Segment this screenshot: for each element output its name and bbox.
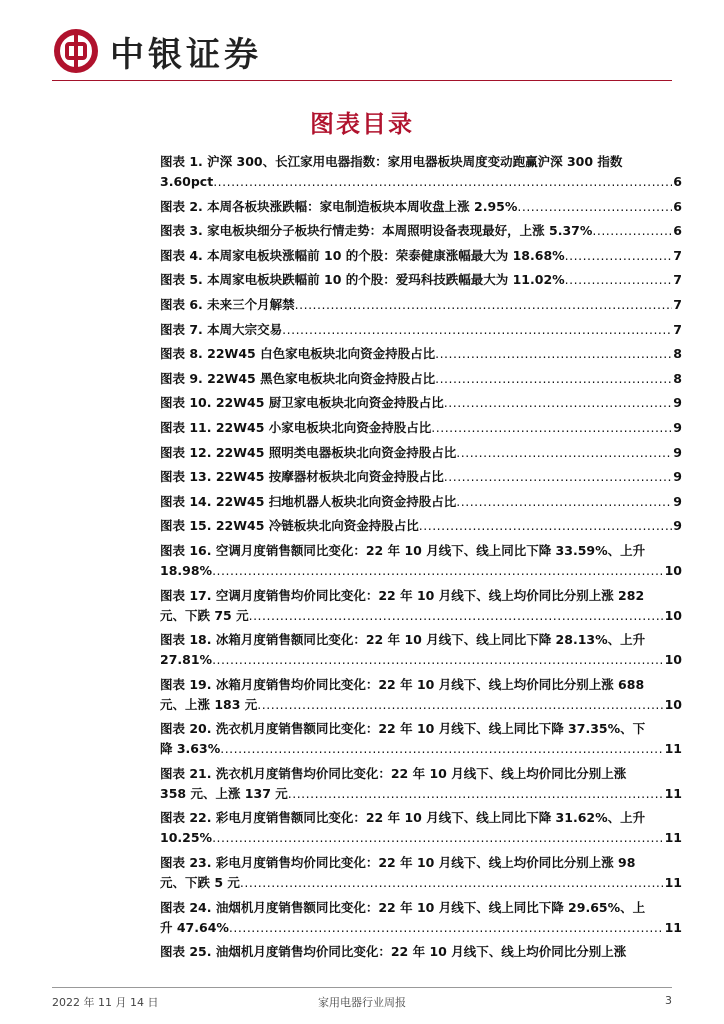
toc-entry-leader-line [160,606,682,626]
dot-leader [212,650,664,670]
dot-leader [444,393,673,413]
toc-entry-leader-line [160,295,682,315]
dot-leader [220,739,663,759]
toc-entry-leader-line [160,467,682,487]
toc-entry-continuation: 27.81% [160,652,213,668]
toc-page-number: 10 [664,562,682,578]
toc-page-number: 9 [673,395,682,411]
toc-page-number: 10 [664,696,682,712]
dot-leader [212,828,664,848]
toc-page-number: 6 [673,198,682,214]
page-title: 图表目录 [310,110,414,138]
toc-entry[interactable] [160,369,682,389]
toc-entry-title: 图表 13. 22W45 按摩器材板块北向资金持股占比 [160,469,444,485]
dot-leader [240,873,664,893]
toc-entry-title: 图表 12. 22W45 照明类电器板块北向资金持股占比 [160,444,457,460]
toc-page-number: 9 [673,493,682,509]
toc-page-number: 7 [673,272,682,288]
brand-name: 中银证券 [110,34,262,75]
toc-entry-leader-line [160,561,682,581]
toc-entry-leader-line [160,695,682,715]
toc-entry-continuation: 元、下跌 5 元 [160,875,240,891]
toc-entry[interactable] [160,467,682,487]
toc-entry-title: 图表 4. 本周家电板块涨幅前 10 的个股：荣泰健康涨幅最大为 18.68% [160,247,565,263]
toc-page-number: 11 [664,741,682,757]
toc-entry-leader-line [160,918,682,938]
toc-entry[interactable] [160,344,682,364]
toc-entry[interactable] [160,541,682,581]
toc-entry[interactable] [160,418,682,438]
toc-entry-title: 图表 22. 彩电月度销售额同比变化：22 年 10 月线下、线上同比下降 31.62%、上升 [160,810,646,826]
toc-entry-title: 图表 14. 22W45 扫地机器人板块北向资金持股占比 [160,493,457,509]
toc-entry-continuation: 元、上涨 183 元 [160,696,258,712]
dot-leader [257,695,663,715]
toc-entry-title: 图表 11. 22W45 小家电板块北向资金持股占比 [160,419,432,435]
toc-entry-leader-line [160,492,682,512]
toc-entry[interactable] [160,853,682,893]
toc-entry-title: 图表 7. 本周大宗交易 [160,321,283,337]
toc-entry-title: 图表 5. 本周家电板块跌幅前 10 的个股：爱玛科技跌幅最大为 11.02% [160,272,565,288]
header-rule [52,80,672,81]
toc-entry-continuation: 3.60pct [160,174,214,189]
toc-entry-continuation: 358 元、上涨 137 元 [160,785,288,801]
dot-leader [444,467,673,487]
toc-entry-leader-line [160,739,682,759]
toc-page-number: 11 [664,830,682,846]
toc-page-number: 11 [664,785,682,801]
toc-entry[interactable] [160,221,682,241]
toc-entry-leader-line [160,197,682,217]
dot-leader [592,221,672,241]
page-number: 3 [665,994,672,1007]
toc-entry-title: 图表 3. 家电板块细分子板块行情走势：本周照明设备表现最好，上涨 5.37% [160,223,593,239]
toc-entry-title: 图表 18. 冰箱月度销售额同比变化：22 年 10 月线下、线上同比下降 28.13%、上升 [160,632,646,648]
toc-entry[interactable] [160,246,682,266]
toc-entry-title: 图表 24. 油烟机月度销售额同比变化：22 年 10 月线下、线上同比下降 29.65%、上 [160,899,646,915]
toc-page-number: 9 [673,419,682,435]
toc-entry[interactable] [160,393,682,413]
toc-entry-title: 图表 17. 空调月度销售均价同比变化：22 年 10 月线下、线上均价同比分别上涨 282 [160,587,645,603]
toc-entry[interactable] [160,270,682,290]
dot-leader [229,918,664,938]
toc-entry-leader-line [160,393,682,413]
toc-entry-continuation: 元、下跌 75 元 [160,607,249,623]
dot-leader [456,492,672,512]
toc-entry-leader-line [160,320,682,340]
toc-entry[interactable] [160,719,682,759]
toc-page-number: 9 [673,444,682,460]
dot-leader [419,516,673,536]
toc-entry-continuation: 降 3.63% [160,741,221,757]
toc-entry-title: 图表 21. 洗衣机月度销售均价同比变化：22 年 10 月线下、线上均价同比分别上涨 [160,765,627,781]
dot-leader [213,172,672,192]
page-header [52,26,262,76]
toc-page-number: 6 [673,174,682,189]
toc-page-number: 8 [673,346,682,362]
dot-leader [565,270,673,290]
toc-entry-leader-line [160,784,682,804]
toc-entry[interactable] [160,942,682,962]
toc-entry-leader-line [160,873,682,893]
toc-entry-title: 图表 2. 本周各板块涨跌幅：家电制造板块本周收盘上涨 2.95% [160,198,518,214]
toc-entry[interactable] [160,516,682,536]
dot-leader [288,784,664,804]
dot-leader [295,295,673,315]
dot-leader [565,246,673,266]
toc-page-number: 7 [673,321,682,337]
toc-entry-leader-line [160,443,682,463]
toc-entry[interactable] [160,808,682,848]
toc-entry-title: 图表 15. 22W45 冷链板块北向资金持股占比 [160,518,419,534]
toc-entry-title: 图表 20. 洗衣机月度销售额同比变化：22 年 10 月线下、线上同比下降 37.35%、下 [160,721,646,737]
toc-entry-title: 图表 25. 油烟机月度销售均价同比变化：22 年 10 月线下、线上均价同比分别上涨 [160,944,627,960]
bank-of-china-logo-icon [52,27,100,75]
toc-page-number: 7 [673,296,682,312]
toc-page-number: 7 [673,247,682,263]
toc-page-number: 9 [673,518,682,534]
toc-entry-title: 图表 16. 空调月度销售额同比变化：22 年 10 月线下、线上同比下降 33.59%、上升 [160,542,646,558]
toc-entry-continuation: 升 47.64% [160,919,229,935]
toc-entry[interactable] [160,675,682,715]
toc-entry-leader-line [160,828,682,848]
toc-entry[interactable] [160,320,682,340]
dot-leader [456,443,672,463]
toc-page-number: 10 [664,607,682,623]
report-type: 家用电器行业周报 [318,996,406,1009]
toc-entry[interactable] [160,295,682,315]
page-footer [52,987,672,1009]
toc-entry-title: 图表 1. 沪深 300、长江家用电器指数：家用电器板块周度变动跑赢沪深 300 指数 [160,154,623,169]
dot-leader [517,197,672,217]
dot-leader [282,320,672,340]
toc-entry-title: 图表 9. 22W45 黑色家电板块北向资金持股占比 [160,370,436,386]
toc-entry-leader-line [160,270,682,290]
toc-entry[interactable] [160,898,682,938]
dot-leader [431,418,672,438]
toc-entry[interactable] [160,630,682,670]
toc-entry-leader-line [160,516,682,536]
toc-page-number: 6 [673,223,682,239]
dot-leader [249,606,664,626]
toc-entry[interactable] [160,197,682,217]
toc-entry-title: 图表 6. 未来三个月解禁 [160,296,295,312]
toc-entry-title: 图表 19. 冰箱月度销售均价同比变化：22 年 10 月线下、线上均价同比分别上涨 688 [160,676,645,692]
toc-entry-title: 图表 8. 22W45 白色家电板块北向资金持股占比 [160,346,436,362]
toc-page-number: 10 [664,652,682,668]
toc-entry-title: 图表 10. 22W45 厨卫家电板块北向资金持股占比 [160,395,444,411]
toc-entry-leader-line [160,221,682,241]
toc-entry-leader-line [160,369,682,389]
toc-entry-leader-line [160,650,682,670]
dot-leader [212,561,664,581]
toc-entry[interactable] [160,443,682,463]
toc-page-number: 8 [673,370,682,386]
toc-entry[interactable] [160,492,682,512]
toc-page-number: 9 [673,469,682,485]
toc-entry-continuation: 10.25% [160,830,213,846]
dot-leader [435,369,672,389]
toc-entry-title: 图表 23. 彩电月度销售均价同比变化：22 年 10 月线下、线上均价同比分别上涨 98 [160,855,636,871]
toc-entry-leader-line [160,246,682,266]
toc-entry-leader-line [160,418,682,438]
table-of-contents [160,152,682,967]
toc-entry[interactable] [160,152,682,192]
toc-page-number: 11 [664,919,682,935]
toc-entry-continuation: 18.98% [160,562,213,578]
toc-page-number: 11 [664,875,682,891]
toc-entry[interactable] [160,764,682,804]
report-date: 2022 年 11 月 14 日 [52,996,159,1009]
toc-entry[interactable] [160,586,682,626]
toc-entry-leader-line [160,344,682,364]
toc-entry-leader-line [160,172,682,192]
dot-leader [435,344,672,364]
